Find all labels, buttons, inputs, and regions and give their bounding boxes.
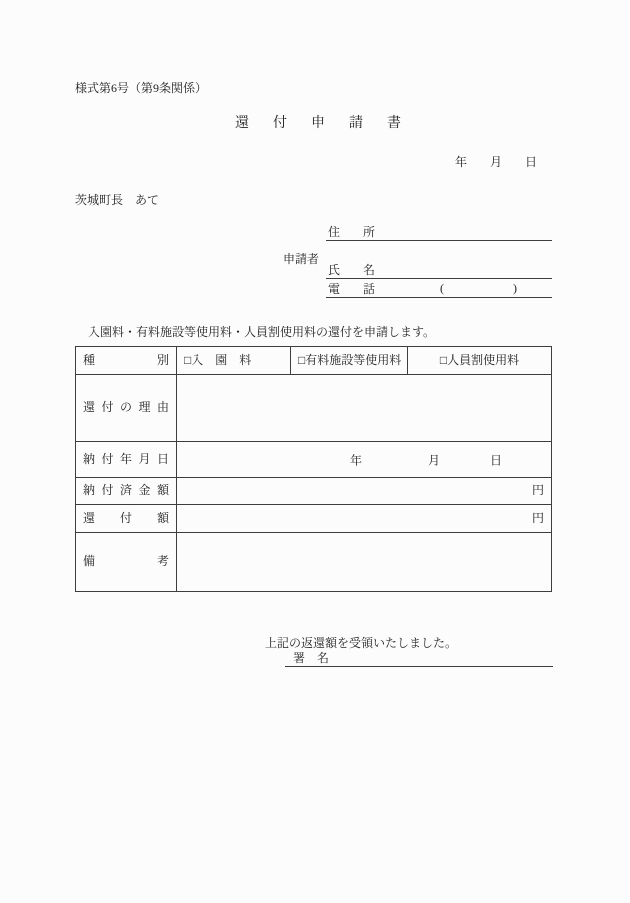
- name-field[interactable]: [326, 261, 552, 279]
- paid-amount-label-cell: 納 付 済 金 額: [76, 478, 177, 504]
- form-number: 様式第6号（第9条関係）: [75, 81, 208, 95]
- reason-value-cell[interactable]: [177, 375, 551, 441]
- table-row-payment-date: [76, 441, 551, 477]
- checkbox-personnel-fee[interactable]: □人員割使用料: [439, 353, 520, 367]
- signature-label: 署 名: [293, 651, 330, 665]
- checkbox-facility-fee[interactable]: □有料施設等使用料: [291, 347, 408, 374]
- paid-amount-unit-label: 円: [531, 483, 544, 497]
- payment-date-value-cell[interactable]: [177, 442, 551, 477]
- signature-field[interactable]: [285, 649, 553, 667]
- phone-field[interactable]: [326, 280, 552, 298]
- date-day-label: 日: [525, 155, 538, 169]
- table-row-remarks: [76, 532, 551, 591]
- form-title: 還付申請書: [235, 116, 425, 131]
- declaration-text: 入園料・有料施設等使用料・人員割使用料の還付を申請します。: [88, 325, 436, 339]
- table-row-paid-amount: [76, 477, 551, 504]
- refund-amount-value-cell[interactable]: [177, 505, 551, 532]
- address-field[interactable]: [326, 223, 552, 241]
- receipt-statement: 上記の返還額を受領いたしました。: [265, 636, 458, 650]
- refund-amount-label-cell: 還 付 額: [76, 505, 177, 532]
- addressee-line: 茨城町長 あて: [75, 193, 160, 207]
- reason-label-cell: 還 付 の 理 由: [76, 375, 177, 441]
- refund-table: [75, 346, 552, 592]
- name-label: 氏名: [328, 263, 399, 277]
- payment-month-label: 月: [428, 453, 441, 467]
- remarks-label-cell: 備 考: [76, 533, 177, 591]
- applicant-group-label: 申請者: [283, 252, 320, 266]
- checkbox-admission-fee[interactable]: □入 園 料: [177, 347, 291, 374]
- table-row-type: [76, 347, 551, 374]
- type-label-cell: 種 別: [76, 347, 177, 374]
- date-month-label: 月: [490, 155, 503, 169]
- address-label: 住所: [328, 225, 399, 239]
- remarks-value-cell[interactable]: [177, 533, 551, 591]
- date-year-label: 年: [455, 155, 468, 169]
- table-row-reason: [76, 374, 551, 441]
- paid-amount-value-cell[interactable]: [177, 478, 551, 504]
- payment-year-label: 年: [350, 453, 363, 467]
- date-line: [455, 153, 537, 170]
- phone-paren-open: (: [440, 281, 444, 295]
- phone-paren-close: ): [513, 281, 517, 295]
- refund-amount-unit-label: 円: [531, 511, 544, 525]
- phone-label: 電話: [328, 282, 399, 296]
- payment-date-label-cell: 納 付 年 月 日: [76, 442, 177, 477]
- payment-day-label: 日: [490, 453, 503, 467]
- table-row-refund-amount: [76, 504, 551, 532]
